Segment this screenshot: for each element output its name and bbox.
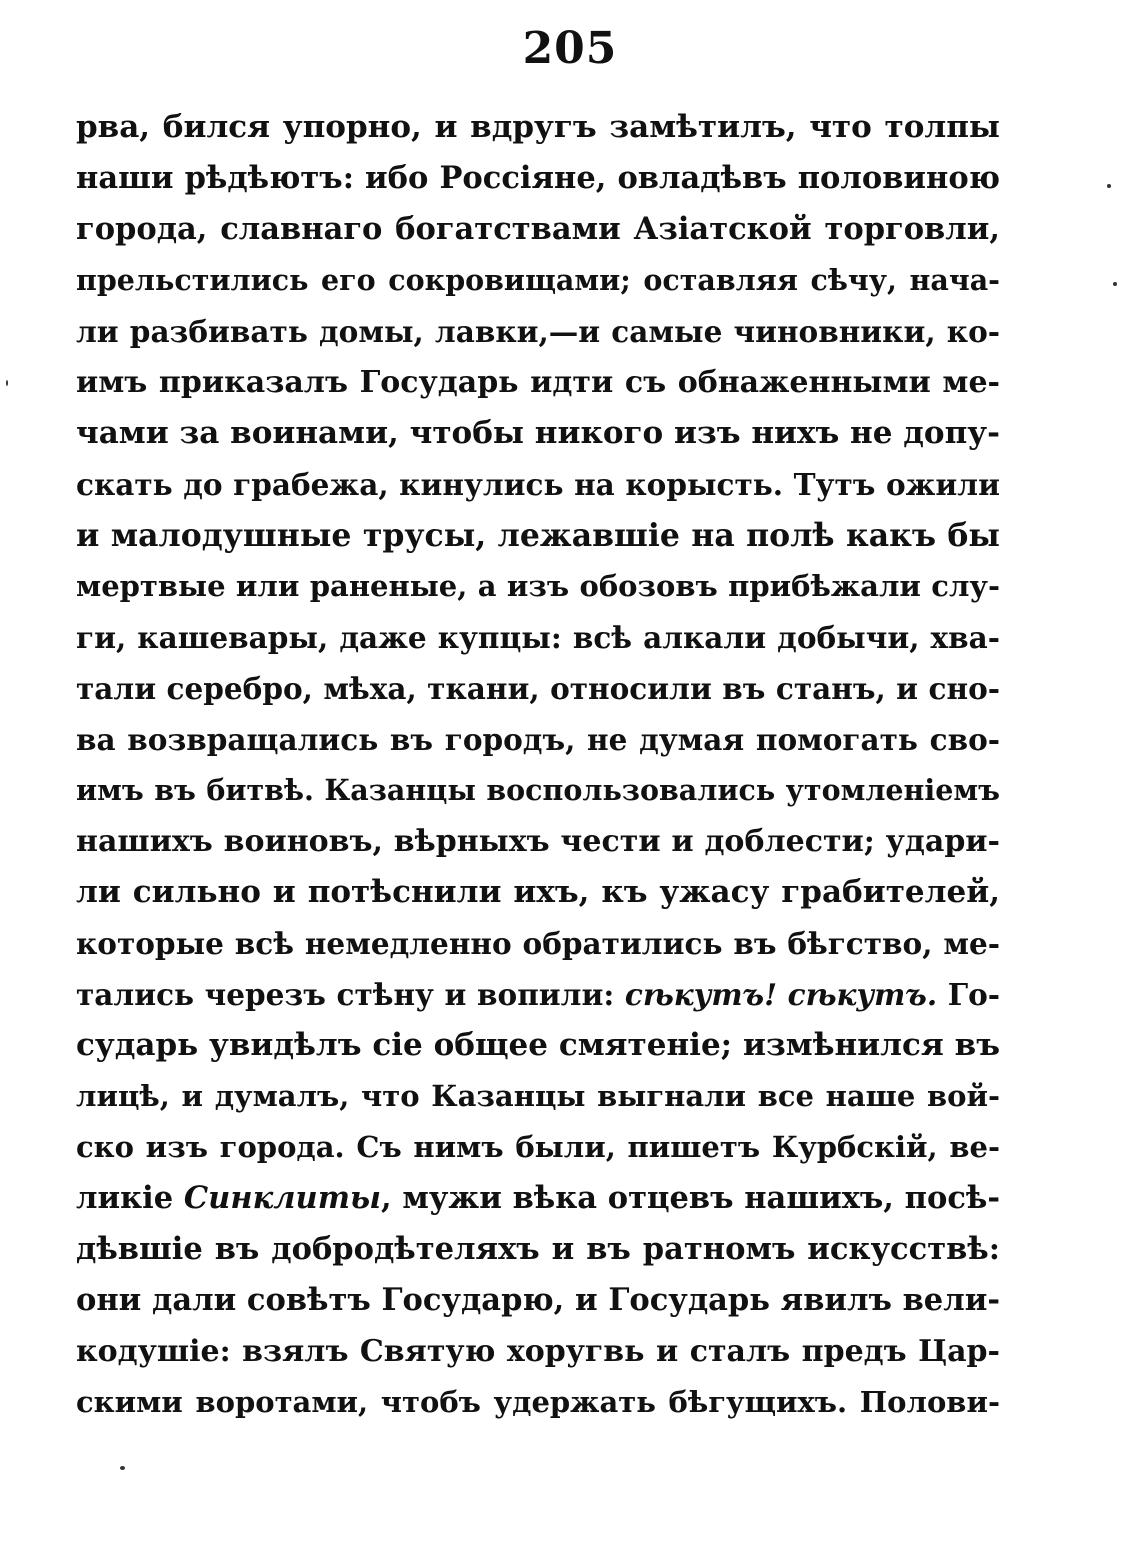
print-speck (120, 1466, 125, 1470)
text-line: дѣвшіе въ добродѣтеляхъ и въ ратномъ искусствѣ: (76, 1231, 1000, 1267)
text-line: мертвые или раненые, а изъ обозовъ прибѣжали слу- (76, 569, 1000, 603)
text-line: ва возвращались въ городъ, не думая помогать сво- (76, 722, 1000, 757)
text-line: скими воротами, чтобъ удержать бѣгущихъ. Полови- (76, 1385, 1000, 1419)
text-line: ли сильно и потѣснили ихъ, къ ужасу грабителей, (76, 874, 1000, 910)
text-line: тали серебро, мѣха, ткани, относили въ станъ, и сно- (76, 671, 1000, 706)
print-speck (1113, 282, 1117, 286)
text-line: ги, кашевары, даже купцы: всѣ алкали добычи, хва- (76, 620, 1000, 655)
text-line: ликіе Синклиты, мужи вѣка отцевъ нашихъ, посѣ- (76, 1180, 1000, 1216)
text-line: которые всѣ немедленно обратились въ бѣгство, ме- (76, 926, 1000, 961)
text-line: чами за воинами, чтобы никого изъ нихъ не допу- (76, 415, 1000, 451)
text-line: нашихъ воиновъ, вѣрныхъ чести и доблести; удари- (76, 824, 1000, 859)
text-line: наши рѣдѣютъ: ибо Россіяне, овладѣвъ половиною (76, 160, 1000, 196)
text-line: они дали совѣтъ Государю, и Государь явилъ вели- (76, 1282, 1000, 1318)
text-line: ско изъ города. Съ нимъ были, пишетъ Курбскій, ве- (76, 1130, 1000, 1164)
print-speck (6, 380, 8, 386)
print-speck (1107, 184, 1111, 188)
text-line: лицѣ, и думалъ, что Казанцы выгнали все наше вой- (76, 1079, 1000, 1113)
text-line: имъ приказалъ Государь идти съ обнаженными ме- (76, 365, 1000, 400)
text-line: сударь увидѣлъ сіе общее смятеніе; измѣнился въ (76, 1027, 1000, 1063)
text-line: скать до грабежа, кинулись на корысть. Тутъ ожили (76, 467, 1000, 502)
italic-phrase: Синклиты (183, 1180, 382, 1216)
text-line: прельстились его сокровищами; оставляя сѣчу, нача- (76, 263, 1000, 297)
text-line: и малодушные трусы, лежавшіе на полѣ какъ бы (76, 517, 1000, 554)
italic-phrase: сѣкутъ! сѣкутъ. (624, 977, 938, 1012)
body-text (76, 102, 1000, 1428)
page-number: 205 (522, 23, 618, 74)
text-line: имъ въ битвѣ. Казанцы воспользовались утомленіемъ (76, 773, 1000, 807)
text-line: ли разбивать домы, лавки,—и самые чиновники, ко- (76, 314, 1000, 349)
text-line: тались черезъ стѣну и вопили: сѣкутъ! сѣкутъ. Го- (76, 977, 1000, 1012)
text-line: кодушіе: взялъ Святую хоругвь и сталъ предъ Цар- (76, 1334, 1000, 1369)
text-line: рва, бился упорно, и вдругъ замѣтилъ, что толпы (76, 109, 1000, 145)
text-line: города, славнаго богатствами Азіатской торговли, (76, 211, 1000, 247)
